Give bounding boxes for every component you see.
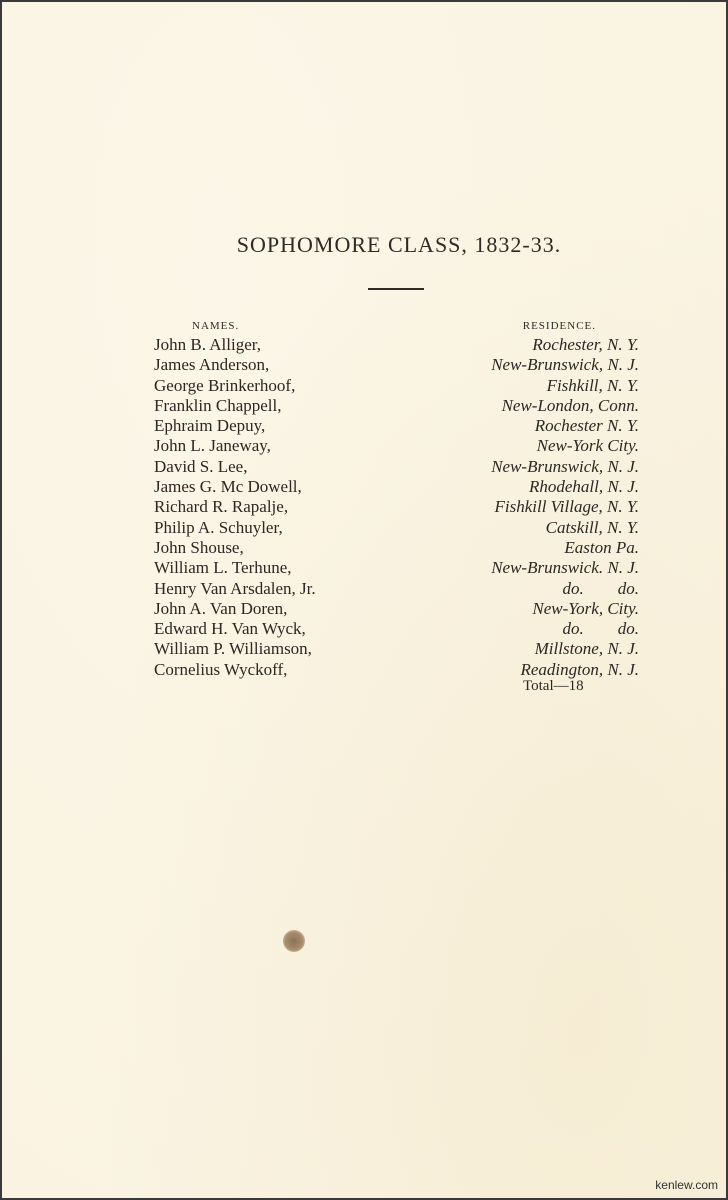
student-residence: do. do. xyxy=(562,619,639,639)
student-row xyxy=(154,660,639,680)
student-name: David S. Lee, xyxy=(154,456,248,476)
student-name: Philip A. Schuyler, xyxy=(154,517,283,537)
title-divider xyxy=(368,288,424,290)
student-residence: Readington, N. J. xyxy=(520,659,639,679)
student-residence: New-York City. xyxy=(536,436,639,456)
student-row xyxy=(154,579,639,599)
student-row xyxy=(154,477,639,497)
student-row xyxy=(154,355,639,375)
student-row xyxy=(154,416,639,436)
residence-column-header: RESIDENCE. xyxy=(522,320,596,332)
student-name: James G. Mc Dowell, xyxy=(154,477,302,497)
student-name: Richard R. Rapalje, xyxy=(154,497,289,517)
student-residence: Easton Pa. xyxy=(564,537,639,557)
watermark: kenlew.com xyxy=(655,1178,718,1192)
student-residence: Catskill, N. Y. xyxy=(545,517,639,537)
student-name: William L. Terhune, xyxy=(154,558,292,578)
student-row xyxy=(154,599,639,619)
student-row xyxy=(154,436,639,456)
student-name: William P. Williamson, xyxy=(154,639,312,659)
student-name: Franklin Chappell, xyxy=(154,395,282,415)
student-residence: New-London, Conn. xyxy=(501,395,639,415)
student-residence: New-York, City. xyxy=(532,598,639,618)
student-row xyxy=(154,376,639,396)
page-title: SOPHOMORE CLASS, 1832-33. xyxy=(236,232,562,257)
student-name: James Anderson, xyxy=(154,355,270,375)
student-row xyxy=(154,457,639,477)
student-row xyxy=(154,538,639,558)
total-count: Total—18 xyxy=(523,678,584,694)
student-name: John A. Van Doren, xyxy=(154,598,288,618)
student-row xyxy=(154,639,639,659)
student-name: John Shouse, xyxy=(154,537,244,557)
student-name: Henry Van Arsdalen, Jr. xyxy=(154,578,316,598)
student-residence: New-Brunswick. N. J. xyxy=(491,558,639,578)
student-name: George Brinkerhoof, xyxy=(154,375,296,395)
student-residence: do. do. xyxy=(562,578,639,598)
student-row xyxy=(154,558,639,578)
student-name: Ephraim Depuy, xyxy=(154,416,266,436)
student-residence: Rochester, N. Y. xyxy=(532,335,639,354)
student-residence: Millstone, N. J. xyxy=(534,639,639,659)
student-list xyxy=(154,335,639,680)
names-column-header: NAMES. xyxy=(192,320,240,332)
student-residence: Fishkill Village, N. Y. xyxy=(494,497,639,517)
student-residence: Fishkill, N. Y. xyxy=(546,375,639,395)
student-row xyxy=(154,518,639,538)
student-residence: New-Brunswick, N. J. xyxy=(491,355,639,375)
student-row xyxy=(154,335,639,355)
student-residence: Rhodehall, N. J. xyxy=(528,477,639,497)
student-name: John B. Alliger, xyxy=(154,335,261,354)
student-residence: Rochester N. Y. xyxy=(534,416,639,436)
paper-stain xyxy=(283,930,305,952)
student-row xyxy=(154,497,639,517)
student-row xyxy=(154,619,639,639)
student-name: Edward H. Van Wyck, xyxy=(154,619,306,639)
student-row xyxy=(154,396,639,416)
student-name: Cornelius Wyckoff, xyxy=(154,659,288,679)
student-name: John L. Janeway, xyxy=(154,436,271,456)
student-residence: New-Brunswick, N. J. xyxy=(491,456,639,476)
